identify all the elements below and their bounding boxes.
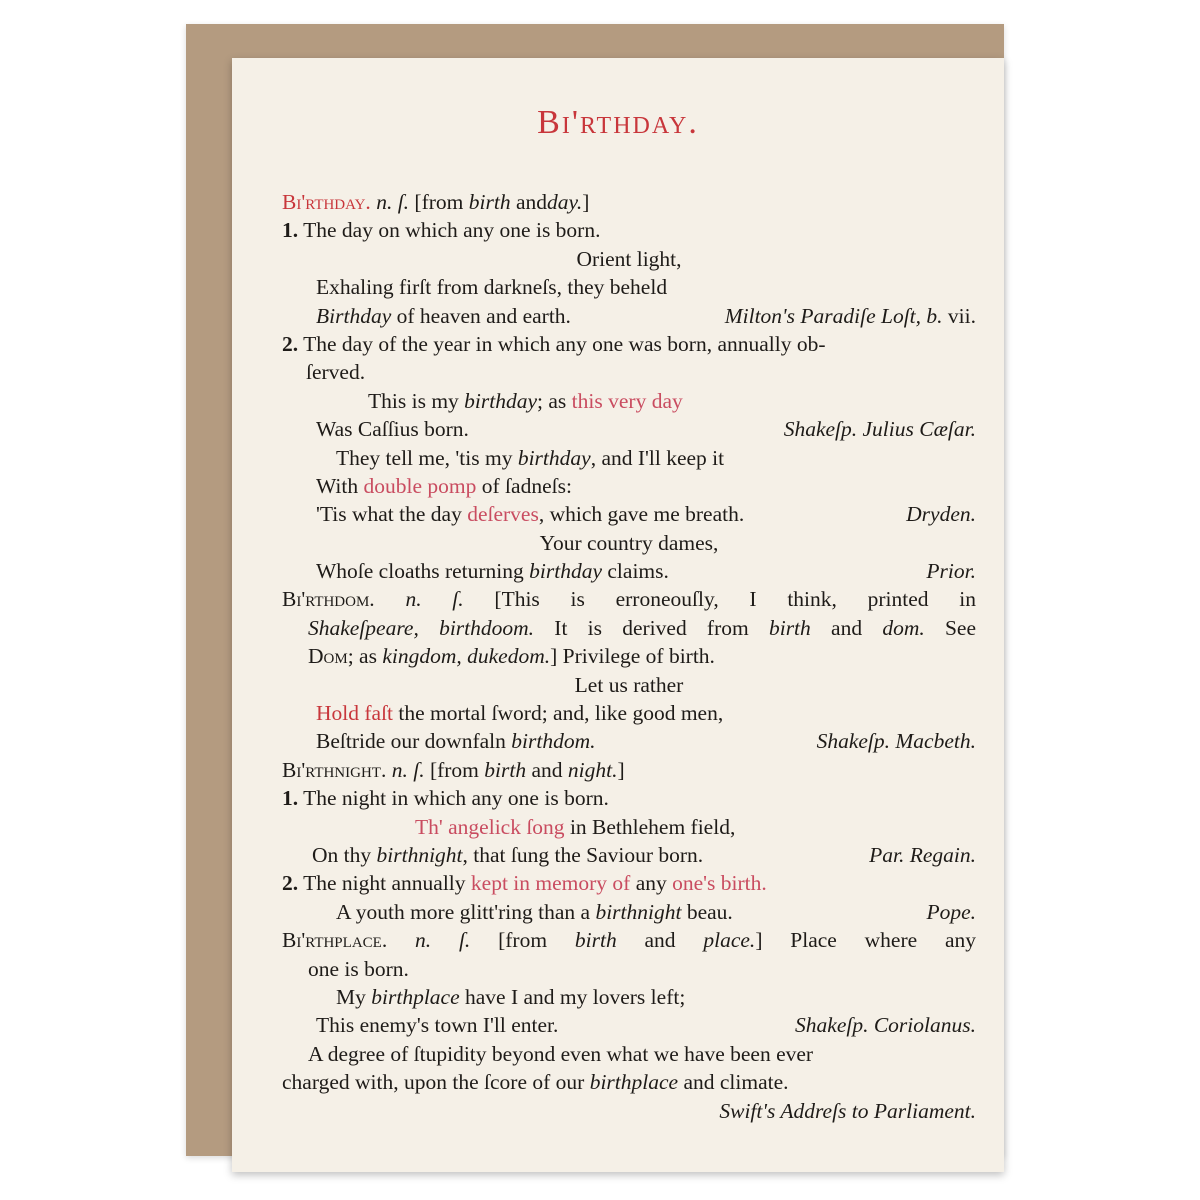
quote-italic: birthnight xyxy=(376,842,463,867)
quote-source: Pope. xyxy=(926,899,976,924)
quote-text: This enemy's town I'll enter. xyxy=(316,1013,559,1038)
quote-line xyxy=(282,1011,976,1039)
quote-line xyxy=(282,302,976,330)
quote-text: Beſtride our downfaln xyxy=(316,729,506,754)
etymology-text: See xyxy=(944,615,976,640)
greeting-card xyxy=(232,58,1004,1172)
entry-birthday-headline xyxy=(282,188,976,216)
quote-text: A youth more glitt'ring than a xyxy=(336,899,591,924)
definition-text: ] Privilege of birth. xyxy=(550,644,715,669)
part-of-speech: n. ſ. xyxy=(376,190,410,214)
highlighted-phrase: Th' angelick ſong xyxy=(415,814,565,839)
quote-line xyxy=(282,699,976,727)
quote-text: A degree of ſtupidity beyond even what we have been ever xyxy=(308,1041,814,1066)
quote-text: , and I'll keep it xyxy=(590,445,725,470)
etymology-text: and xyxy=(831,615,863,640)
sense-text: The night annually xyxy=(303,871,466,896)
part-of-speech: n. ſ. xyxy=(405,587,464,612)
highlighted-phrase: this very day xyxy=(571,388,683,413)
cross-reference: Dom xyxy=(308,644,348,669)
quote-source: Shakeſp. Coriolanus. xyxy=(795,1013,976,1038)
quote-line xyxy=(282,671,976,699)
quote-text: and climate. xyxy=(683,1070,789,1095)
quote-line xyxy=(282,983,976,1011)
definition-line xyxy=(282,955,976,983)
quote-text: in Bethlehem field, xyxy=(569,814,736,839)
quote-italic: birthplace xyxy=(371,984,460,1009)
sense-line xyxy=(282,330,976,358)
source-text: vii. xyxy=(947,303,976,328)
quote-text: of heaven and earth. xyxy=(396,303,571,328)
sense-line xyxy=(282,216,976,244)
quote-text: have I and my lovers left; xyxy=(465,984,686,1009)
quote-italic: Birthday xyxy=(316,303,392,328)
highlighted-phrase: Hold faſt xyxy=(316,701,394,726)
entry-birthnight-headline xyxy=(282,756,976,784)
sense-line xyxy=(282,784,976,812)
sense-number: 2. xyxy=(282,331,299,356)
quote-source: Par. Regain. xyxy=(869,842,976,867)
source-text: Milton's Paradiſe Loſt, xyxy=(724,303,922,328)
quote-text: They tell me, 'tis my xyxy=(336,445,513,470)
sense-number: 1. xyxy=(282,786,299,811)
quote-text: Let us rather xyxy=(574,672,684,697)
quote-text: My xyxy=(336,984,366,1009)
etymology-word: dom. xyxy=(882,615,925,640)
etymology-word: kingdom, dukedom. xyxy=(382,644,551,669)
sense-line xyxy=(282,358,976,386)
sense-text: The night in which any one is born. xyxy=(303,786,609,811)
sense-number: 1. xyxy=(282,218,299,243)
quote-text: claims. xyxy=(607,559,669,584)
quote-line xyxy=(282,245,976,273)
quote-text: 'Tis what the day xyxy=(316,502,462,527)
quote-text: ; as xyxy=(537,388,567,413)
quote-line xyxy=(282,500,976,528)
quote-text: Orient light, xyxy=(576,246,682,271)
etymology-text: [from xyxy=(414,190,464,214)
source-text: b. xyxy=(926,303,943,328)
quote-line xyxy=(282,1040,976,1068)
sense-text: The day on which any one is born. xyxy=(303,218,601,243)
quote-italic: birthday xyxy=(464,388,538,413)
quote-text: On thy xyxy=(312,842,372,867)
quote-line xyxy=(282,727,976,755)
quote-italic: birthdom. xyxy=(511,729,596,754)
quote-line xyxy=(282,1097,976,1125)
etymology-text: [This is erroneouſly, I think, printed in xyxy=(494,587,976,612)
quote-line xyxy=(282,1068,976,1096)
highlighted-phrase: kept in memory of xyxy=(470,871,631,896)
etymology-word: birth xyxy=(574,928,617,953)
sense-text: The day of the year in which any one was born, annually ob- xyxy=(303,331,826,356)
etymology-line xyxy=(282,614,976,642)
part-of-speech: n. ſ. xyxy=(415,928,471,953)
quote-line xyxy=(282,813,976,841)
quote-line xyxy=(282,273,976,301)
quote-source: Shakeſp. Julius Cæſar. xyxy=(783,417,976,442)
etymology-text: and xyxy=(644,928,676,953)
quote-line xyxy=(282,841,976,869)
etymology-text: [from xyxy=(429,757,479,782)
sense-line xyxy=(282,869,976,897)
etymology-word: birth xyxy=(768,615,811,640)
etymology-text: ] xyxy=(617,757,625,782)
quote-source: Shakeſp. Macbeth. xyxy=(816,729,976,754)
definition-text: one is born. xyxy=(308,956,409,981)
etymology-text: and xyxy=(531,757,563,782)
highlighted-phrase: one's birth. xyxy=(672,871,767,896)
etymology-word: birth xyxy=(484,757,527,782)
etymology-word: day. xyxy=(547,190,583,214)
quote-text: Your country dames, xyxy=(539,530,719,555)
quote-source: Dryden. xyxy=(906,502,976,527)
entry-birthdom-headline xyxy=(282,585,976,613)
quote-line xyxy=(282,529,976,557)
quote-line xyxy=(282,557,976,585)
quote-text: With xyxy=(316,473,359,498)
quote-source xyxy=(725,302,976,330)
etymology-text: ] xyxy=(582,190,590,214)
quote-line xyxy=(282,415,976,443)
headword-birthdom: Bi'rthdom. xyxy=(282,587,375,612)
etymology-line xyxy=(282,642,976,670)
quote-text: charged with, upon the ſcore of our xyxy=(282,1070,585,1095)
quote-text: beau. xyxy=(686,899,733,924)
part-of-speech: n. ſ. xyxy=(391,757,425,782)
entry-birthplace-headline xyxy=(282,926,976,954)
quote-source: Swift's Addreſs to Parliament. xyxy=(719,1098,976,1123)
quote-text: , which gave me breath. xyxy=(538,502,745,527)
quote-italic: birthplace xyxy=(589,1070,679,1095)
quote-text: Was Caſſius born. xyxy=(316,417,469,442)
quote-text: Whoſe cloaths returning xyxy=(316,559,524,584)
quote-line xyxy=(282,472,976,500)
card-title: Bi'rthday. xyxy=(537,104,699,141)
quote-line xyxy=(282,387,976,415)
quote-text: This is my xyxy=(368,388,459,413)
definition-text: ] Place where any xyxy=(755,928,976,953)
quote-source: Prior. xyxy=(926,559,976,584)
quote-text: of ſadneſs: xyxy=(481,473,572,498)
quote-line xyxy=(282,444,976,472)
etymology-word: birth xyxy=(468,190,511,214)
etymology-text: ; as xyxy=(347,644,377,669)
etymology-text: It is derived from xyxy=(554,615,749,640)
quote-italic: birthday xyxy=(529,559,603,584)
headword-birthnight: Bi'rthnight. xyxy=(282,757,387,782)
highlighted-phrase: double pomp xyxy=(363,473,477,498)
sense-text: ſerved. xyxy=(306,360,366,385)
dictionary-page xyxy=(282,188,976,1125)
quote-text: the mortal ſword; and, like good men, xyxy=(398,701,724,726)
etymology-word: Shakeſpeare, birthdoom. xyxy=(308,615,535,640)
highlighted-phrase: deſerves xyxy=(467,502,539,527)
etymology-text: and xyxy=(515,190,547,214)
quote-line xyxy=(282,898,976,926)
quote-text: Exhaling firſt from darkneſs, they beheld xyxy=(316,275,668,300)
etymology-word: night. xyxy=(567,757,618,782)
headword-birthday: Bi'rthday. xyxy=(282,190,371,214)
quote-text: , that ſung the Saviour born. xyxy=(462,842,704,867)
sense-number: 2. xyxy=(282,871,299,896)
sense-text: any xyxy=(635,871,667,896)
quote-italic: birthnight xyxy=(595,899,682,924)
quote-italic: birthday xyxy=(517,445,591,470)
etymology-word: place. xyxy=(703,928,756,953)
etymology-text: [from xyxy=(498,928,548,953)
headword-birthplace: Bi'rthplace. xyxy=(282,928,388,953)
